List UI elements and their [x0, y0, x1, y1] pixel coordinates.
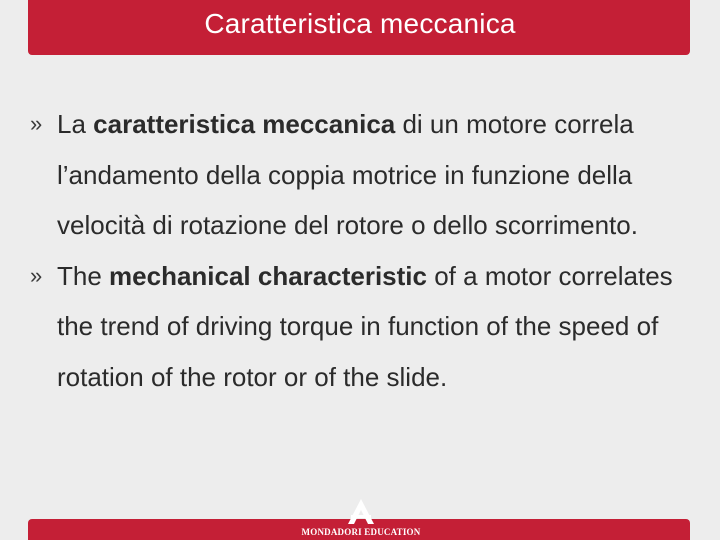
bullet-marker-icon: »	[30, 262, 43, 288]
bullet-marker-icon: »	[30, 111, 43, 136]
mondadori-logo	[288, 497, 434, 540]
bullet-english	[30, 251, 702, 403]
logo-text: MONDADORI EDUCATION	[301, 527, 421, 537]
bullet-text-rest: of a motor correlates the trend of driving torque in function of the speed of rotation of the rotor or of the slide.	[57, 260, 673, 392]
bullet-bold-term: mechanical characteristic	[109, 260, 427, 291]
slide-title: Caratteristica meccanica	[204, 8, 516, 39]
bullet-text-start: The	[57, 260, 110, 291]
mondadori-a-icon	[288, 497, 434, 527]
bullet-text-rest: di un motore correla l’andamento della coppia motrice in funzione della velocità di rotazione del rotore o dello scorrimento.	[57, 109, 638, 240]
slide-content	[30, 99, 702, 402]
bullet-italian	[30, 99, 702, 251]
bullet-bold-term: caratteristica meccanica	[93, 109, 396, 139]
bullet-text-start: La	[57, 109, 94, 139]
